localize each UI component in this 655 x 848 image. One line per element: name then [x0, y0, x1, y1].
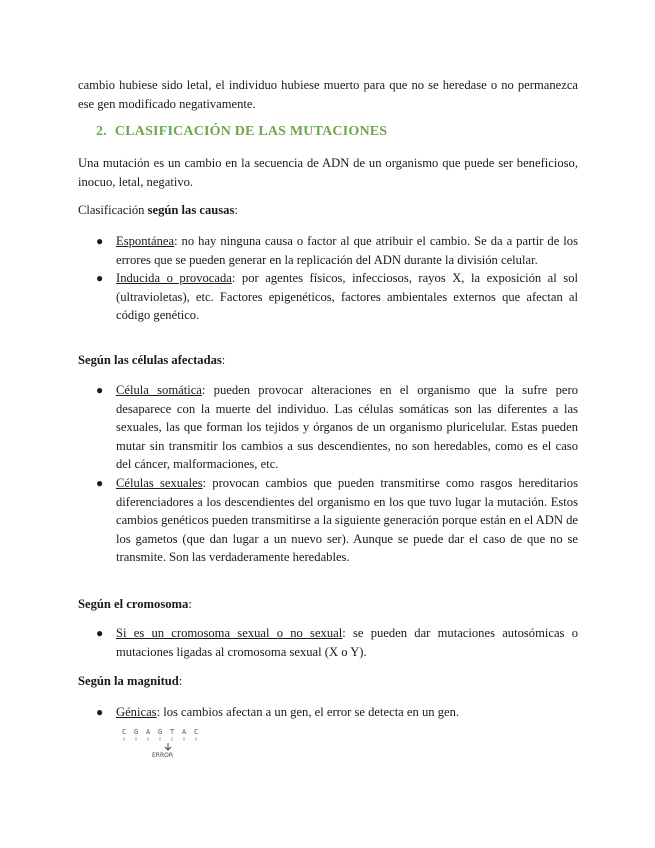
bullet-icon: ● [96, 234, 104, 248]
diagram-base: A [182, 728, 187, 736]
list-item: ● Inducida o provocada: por agentes físicos, infecciosos, rayos X, la exposición al sol (ultravioletas), etc. Factores epigenéticos, factores ambientales externos que afectan al código genético. [96, 271, 578, 323]
list-item: ● Células sexuales: provocan cambios que pueden transmitirse como rasgos hereditarios diferenciadores a los descendientes del organismo en los que tuvo lugar la mutación. Estos cambios genéticos pueden transmitirse a la siguiente generación porque están en el ADN de los gametos (que dan lugar a un nuevo ser). Aunque se puede dar el caso de que no se transmite. Son las verdaderamente heredables. [96, 475, 578, 565]
section-number: 2. [96, 124, 107, 139]
diagram-error-label: ERROR [152, 752, 174, 758]
bullet-icon: ● [96, 383, 104, 397]
term: Inducida o provocada [116, 271, 232, 286]
base-pair-lines [124, 737, 196, 741]
diagram-base: G [158, 728, 163, 736]
list-item: ● Si es un cromosoma sexual o no sexual: se pueden dar mutaciones autosómicas o mutaciones ligadas al cromosoma sexual (X o Y). [96, 626, 578, 659]
arrow-down-icon [165, 743, 171, 750]
celulas-label: Según las células afectadas: [78, 353, 226, 367]
diagram-base: G [134, 728, 139, 736]
diagram-base: C [122, 728, 127, 736]
intro-paragraph: cambio hubiese sido letal, el individuo hubiese muerto para que no se heredase o no permanezca ese gen modificado negativamente. [78, 78, 578, 111]
diagram-base: A [146, 728, 151, 736]
definition-paragraph: Una mutación es un cambio en la secuencia de ADN de un organismo que puede ser beneficioso, inocuo, letal, negativo. [78, 156, 578, 189]
term: Célula somática [116, 383, 202, 397]
bullet-icon: ● [96, 705, 104, 719]
dna-mutation-diagram-icon [118, 726, 208, 758]
bullet-icon: ● [96, 626, 104, 640]
section-title: CLASIFICACIÓN DE LAS MUTACIONES [114, 124, 388, 139]
term: Si es un cromosoma sexual o no sexual [116, 626, 343, 640]
term: Espontánea [116, 234, 175, 248]
list-item: ● Célula somática: pueden provocar alteraciones en el organismo que la sufre pero desaparece con la muerte del individuo. Las células somáticas son las diferentes a las sexuales, las que forman los tejidos y órganos de un organismo pluricelular. Estas pueden mutar sin transmitir los cambios a sus descendientes, no son heredables, como es el caso del cáncer, malformaciones, etc. [96, 383, 578, 472]
list-item: ● Espontánea: no hay ninguna causa o factor al que atribuir el cambio. Se da a partir de los errores que se pueden generar en la replicación del ADN durante la división celular. [96, 234, 578, 267]
bullet-icon: ● [96, 271, 104, 286]
bullet-icon: ● [96, 475, 104, 490]
cromosoma-list [96, 624, 578, 661]
term: Células sexuales [116, 475, 203, 490]
magnitud-label: Según la magnitud: [78, 674, 183, 688]
section-heading [96, 124, 387, 140]
cromosoma-label: Según el cromosoma: [78, 597, 192, 611]
diagram-base: T [170, 728, 175, 736]
causas-label: Clasificación según las causas: [78, 203, 238, 217]
list-item: ● Génicas: los cambios afectan a un gen, el error se detecta en un gen. [96, 703, 578, 722]
causas-list [96, 232, 578, 325]
celulas-list [96, 381, 578, 567]
term: Génicas [116, 705, 157, 719]
magnitud-list [96, 703, 578, 722]
diagram-base: C [194, 728, 199, 736]
